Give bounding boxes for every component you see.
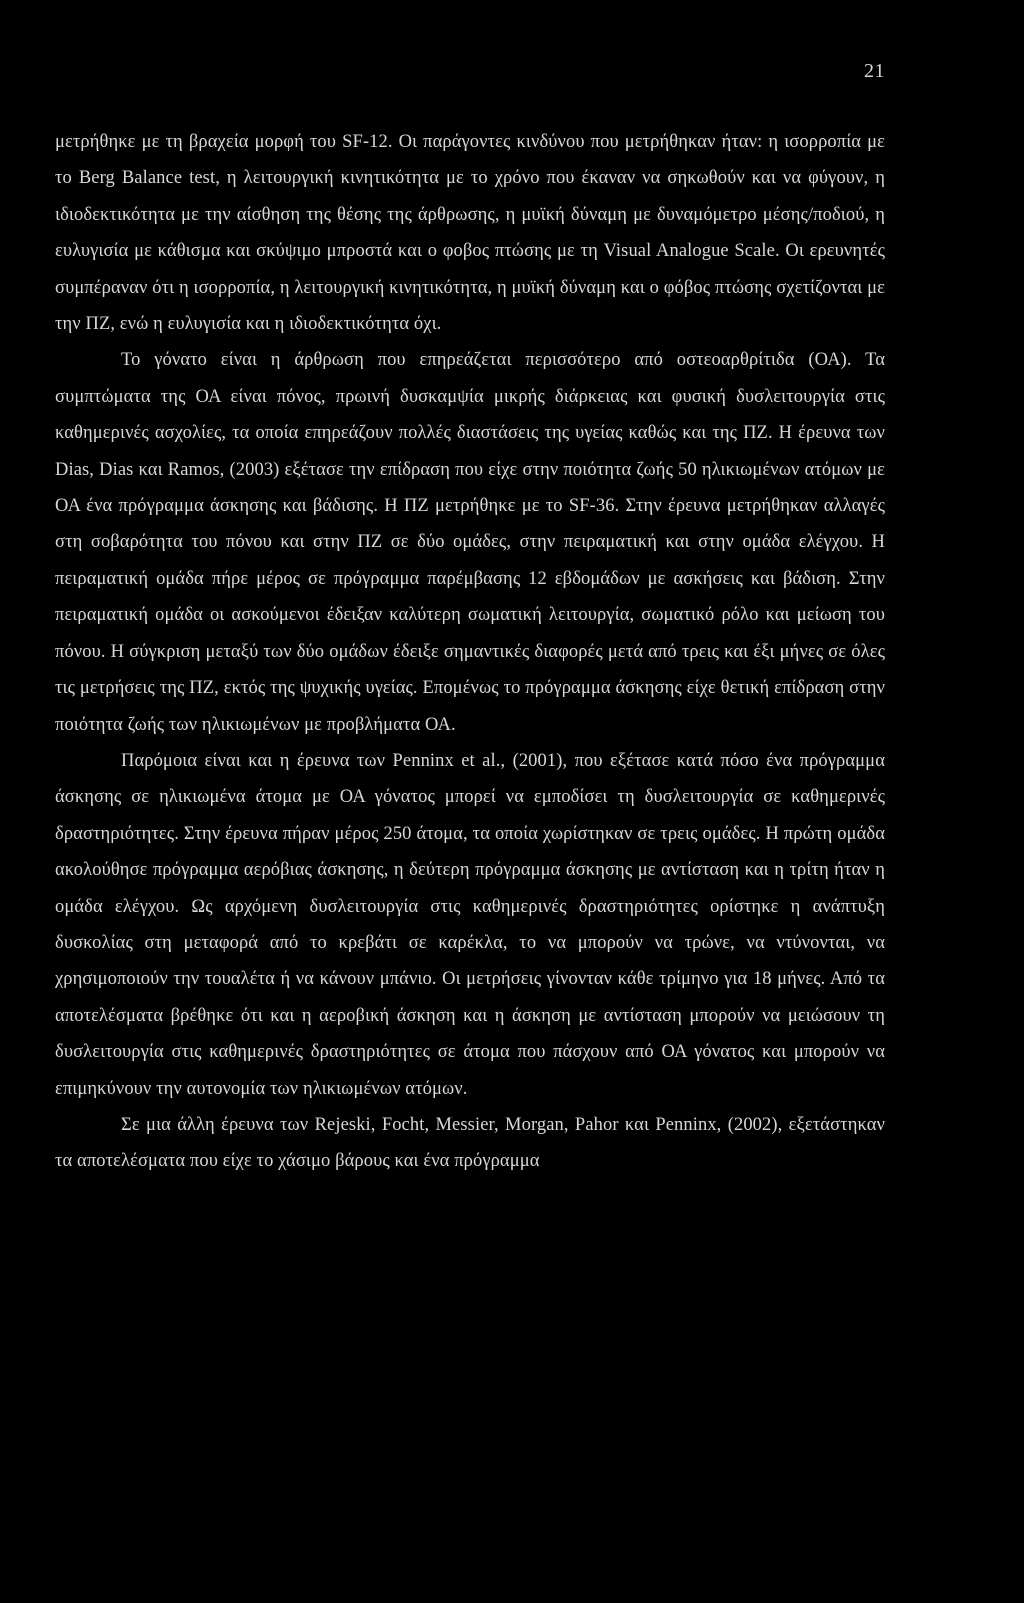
page-number: 21 (864, 60, 885, 82)
document-body (55, 124, 885, 1180)
paragraph-rejeski-study: Σε μια άλλη έρευνα των Rejeski, Focht, Messier, Morgan, Pahor και Penninx, (2002), εξετάστηκαν τα αποτελέσματα που είχε το χάσιμο βάρους και ένα πρόγραμμα (55, 1114, 885, 1172)
paragraph-osteoarthritis: Το γόνατο είναι η άρθρωση που επηρεάζεται περισσότερο από οστεοαρθρίτιδα (ΟΑ). Τα συμπτώματα της ΟΑ είναι πόνος, πρωινή δυσκαμψία μικρής διάρκειας και φυσική δυσλειτουργία στις καθημερινές ασχολίες, τα οποία επηρεάζουν πολλές διαστάσεις της υγείας καθώς και της ΠΖ. Η έρευνα των Dias, Dias και Ramos, (2003) εξέτασε την επίδραση που είχε στην ποιότητα ζωής 50 ηλικιωμένων ατόμων με ΟΑ ένα πρόγραμμα άσκησης και βάδισης. Η ΠΖ μετρήθηκε με το SF-36. Στην έρευνα μετρήθηκαν αλλαγές στη σοβαρότητα του πόνου και στην ΠΖ σε δύο ομάδες, στην πειραματική και στην ομάδα ελέγχου. Η πειραματική ομάδα πήρε μέρος σε πρόγραμμα παρέμβασης 12 εβδομάδων με ασκήσεις και βάδιση. Στην πειραματική ομάδα οι ασκούμενοι έδειξαν καλύτερη σωματική λειτουργία, σωματικό ρόλο και μείωση του πόνου. Η σύγκριση μεταξύ των δύο ομάδων έδειξε σημαντικές διαφορές μετά από τρεις και έξι μήνες σε όλες τις μετρήσεις της ΠΖ, εκτός της ψυχικής υγείας. Επομένως το πρόγραμμα άσκησης είχε θετική επίδραση στην ποιότητα ζωής των ηλικιωμένων με προβλήματα ΟΑ. (55, 350, 885, 735)
paragraph-continuation: μετρήθηκε με τη βραχεία μορφή του SF-12. Οι παράγοντες κινδύνου που μετρήθηκαν ήταν: η ισορροπία με το Berg Balance test, η λειτουργική κινητικότητα με το χρόνο που έκαναν να σηκωθούν και να φύγουν, η ιδιοδεκτικότητα με την αίσθηση της θέσης της άρθρωσης, η μυϊκή δύναμη με δυναμόμετρο μέσης/ποδιού, η ευλυγισία με κάθισμα και σκύψιμο μπροστά και ο φοβος πτώσης με τη Visual Analogue Scale. Οι ερευνητές συμπέραναν ότι η ισορροπία, η λειτουργική κινητικότητα, η μυϊκή δύναμη και ο φόβος πτώσης σχετίζονται με την ΠΖ, ενώ η ευλυγισία και η ιδιοδεκτικότητα όχι. (55, 132, 885, 335)
paragraph-penninx-study: Παρόμοια είναι και η έρευνα των Penninx et al., (2001), που εξέτασε κατά πόσο ένα πρόγραμμα άσκησης σε ηλικιωμένα άτομα με ΟΑ γόνατος μπορεί να εμποδίσει τη δυσλειτουργία σε καθημερινές δραστηριότητες. Στην έρευνα πήραν μέρος 250 άτομα, τα οποία χωρίστηκαν σε τρεις ομάδες. Η πρώτη ομάδα ακολούθησε πρόγραμμα αερόβιας άσκησης, η δεύτερη πρόγραμμα άσκησης με αντίσταση και η τρίτη ήταν η ομάδα ελέγχου. Ως αρχόμενη δυσλειτουργία στις καθημερινές δραστηριότητες ορίστηκε η ανάπτυξη δυσκολίας στη μεταφορά από το κρεβάτι σε καρέκλα, το να μπορούν να τρώνε, να ντύνονται, να χρησιμοποιούν την τουαλέτα ή να κάνουν μπάνιο. Οι μετρήσεις γίνονταν κάθε τρίμηνο για 18 μήνες. Από τα αποτελέσματα βρέθηκε ότι και η αεροβική άσκηση και η άσκηση με αντίσταση μπορούν να μειώσουν τη δυσλειτουργία στις καθημερινές δραστηριότητες σε άτομα που πάσχουν από ΟΑ γόνατος και μπορούν να επιμηκύνουν την αυτονομία των ηλικιωμένων ατόμων. (55, 750, 885, 1099)
